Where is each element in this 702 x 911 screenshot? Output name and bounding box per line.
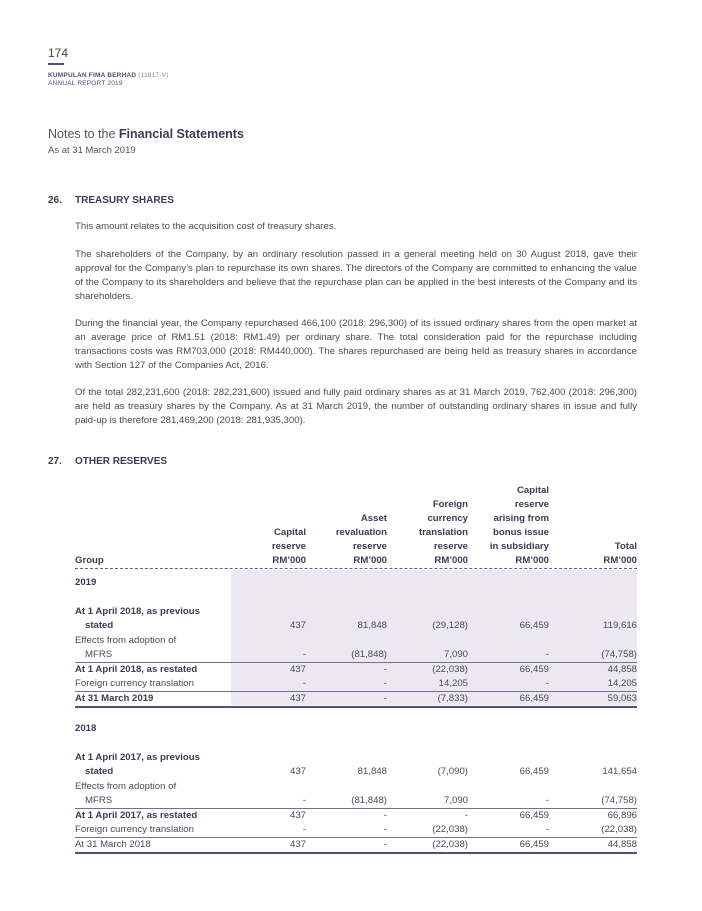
header-divider <box>75 568 637 569</box>
paragraph: The shareholders of the Company, by an ordinary resolution passed in a general meeting held on 30 August 2018, gave their approval for the Company’s plan to repurchase its own shares. The directors of the Company are committed to enhancing the value of the Company to its shareholders and believe that the repurchase plan can be applied in the best interests of the Company and its shareholders. <box>75 249 637 302</box>
table-row: Foreign currency translation - - 14,205 - 14,205 <box>75 678 637 689</box>
page-title-prefix: Notes to the <box>48 127 119 141</box>
paragraph: Of the total 282,231,600 (2018: 282,231,600) issued and fully paid ordinary shares as at 31 March 2019, 762,400 (2018: 296,300) are held as treasury shares by the Company. As at 31 March 2019, the number of outstanding ordinary shares in issue and fully paid-up is therefore 281,469,200 (2018: 281,935,300). <box>75 387 637 426</box>
table-row: stated 437 81,848 (7,090) 66,459 141,654 <box>85 766 637 777</box>
table-row: At 1 April 2017, as restated 437 - - 66,459 66,896 <box>75 810 637 821</box>
column-header-asset-revaluation: Asset revaluation reserve RM’000 <box>335 513 387 566</box>
table-row: At 1 April 2018, as restated 437 - (22,038) 66,459 44,858 <box>75 664 637 675</box>
column-header-bonus-issue: Capital reserve arising from bonus issue in subsidiary RM’000 <box>489 485 549 566</box>
table-row: Effects from adoption of <box>75 781 177 792</box>
group-label: Group <box>75 555 104 566</box>
other-reserves-table <box>75 480 637 860</box>
header-rule <box>48 63 64 65</box>
table-row: At 1 April 2017, as previous <box>75 752 200 763</box>
section-title: OTHER RESERVES <box>75 456 168 467</box>
table-row: At 31 March 2019 437 - (7,833) 66,459 59,063 <box>75 693 637 704</box>
column-header-total: Total RM’000 <box>603 541 637 566</box>
table-row: stated 437 81,848 (29,128) 66,459 119,616 <box>85 620 637 631</box>
column-header-foreign-currency: Foreign currency translation reserve RM’000 <box>418 499 468 566</box>
column-header-capital-reserve: Capital reserve RM’000 <box>271 527 306 566</box>
paragraph: During the financial year, the Company repurchased 466,100 (2018: 296,300) of its issued ordinary shares from the open market at an average price of RM1.51 (2018: RM1.49) per ordinary share. The total consideration paid for the repurchase including transactions costs was RM703,000 (2018: RM440,000). The shares repurchased are being held as treasury shares in accordance with Section 127 of the Companies Act, 2016. <box>75 318 637 371</box>
table-row: Effects from adoption of <box>75 635 177 646</box>
group-header <box>75 480 175 568</box>
page-title <box>48 127 244 141</box>
page-subtitle: As at 31 March 2019 <box>48 145 136 156</box>
section-number: 27. <box>48 456 62 467</box>
section-number: 26. <box>48 195 62 206</box>
company-name: KUMPULAN FIMA BERHAD <box>48 72 137 79</box>
total-divider <box>75 706 637 708</box>
year-label: 2018 <box>75 723 97 734</box>
section-title: TREASURY SHARES <box>75 195 174 206</box>
page-number: 174 <box>48 46 69 60</box>
report-name: ANNUAL REPORT 2019 <box>48 80 123 87</box>
total-divider <box>75 852 637 854</box>
table-row: MFRS - (81,848) 7,090 - (74,758) <box>85 649 637 660</box>
company-reg: (11817-V) <box>138 72 169 79</box>
page-title-bold: Financial Statements <box>118 127 244 141</box>
table-row: Foreign currency translation - - (22,038) - (22,038) <box>75 824 637 835</box>
table-row: At 1 April 2018, as previous <box>75 606 200 617</box>
table-row: MFRS - (81,848) 7,090 - (74,758) <box>85 795 637 806</box>
year-label: 2019 <box>75 577 97 588</box>
company-block <box>48 72 169 88</box>
table-row: At 31 March 2018 437 - (22,038) 66,459 44,858 <box>75 839 637 850</box>
paragraph: This amount relates to the acquisition cost of treasury shares. <box>75 221 337 232</box>
